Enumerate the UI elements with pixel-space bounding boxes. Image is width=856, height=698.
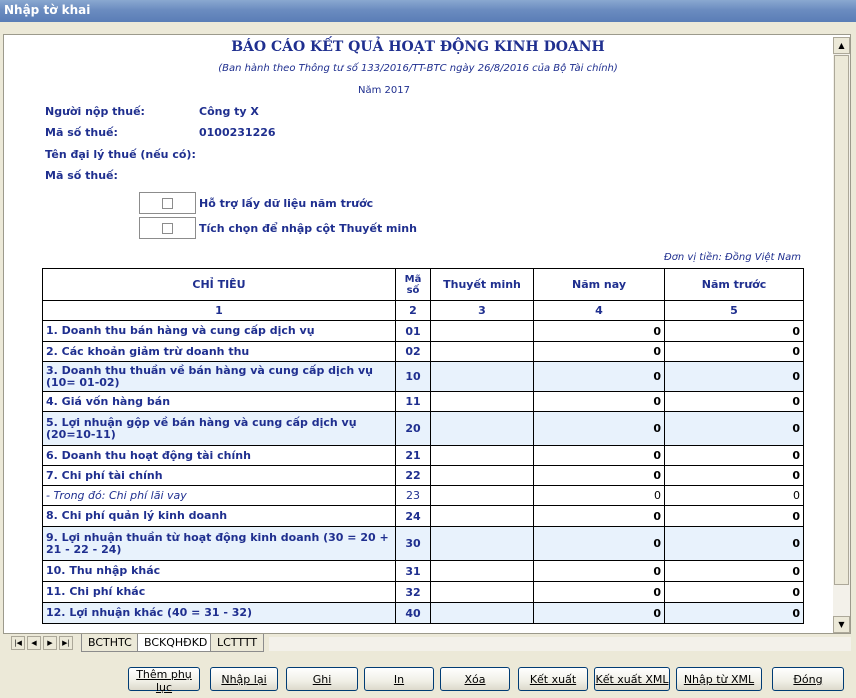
- report-table: [42, 268, 804, 624]
- header-indicator: CHỈ TIÊU: [43, 269, 396, 301]
- header-code-line2: số: [406, 284, 420, 296]
- table-row: [43, 321, 804, 342]
- column-number: 3: [431, 301, 534, 321]
- indicator-cell: 3. Doanh thu thuần về bán hàng và cung cấp dịch vụ (10= 01-02): [43, 362, 396, 392]
- notes-cell[interactable]: [431, 362, 534, 392]
- form-frame: [3, 34, 851, 634]
- this-year-cell[interactable]: 0: [534, 412, 665, 446]
- header-this-year: Năm nay: [534, 269, 665, 301]
- column-number: 4: [534, 301, 665, 321]
- column-number: 2: [396, 301, 431, 321]
- export-xml-button[interactable]: Kết xuất XML: [594, 667, 670, 691]
- header-code-line1: Mã: [404, 273, 422, 285]
- table-row: [43, 412, 804, 446]
- prev-sheet-icon[interactable]: ◀: [27, 636, 41, 650]
- code-cell: 24: [396, 506, 431, 527]
- scroll-thumb[interactable]: [834, 55, 849, 585]
- header-last-year: Năm trước: [665, 269, 804, 301]
- table-row: [43, 561, 804, 582]
- column-number: 1: [43, 301, 396, 321]
- header-row: [43, 269, 804, 301]
- notes-cell[interactable]: [431, 582, 534, 603]
- this-year-cell[interactable]: 0: [534, 362, 665, 392]
- header-code: [396, 269, 431, 301]
- notes-cell[interactable]: [431, 412, 534, 446]
- currency-unit: Đơn vị tiền: Đồng Việt Nam: [664, 252, 801, 263]
- this-year-cell[interactable]: 0: [534, 486, 665, 506]
- this-year-cell[interactable]: 0: [534, 466, 665, 486]
- last-year-cell[interactable]: 0: [665, 486, 804, 506]
- notes-cell[interactable]: [431, 603, 534, 624]
- this-year-cell[interactable]: 0: [534, 561, 665, 582]
- scroll-down-icon[interactable]: ▼: [833, 616, 850, 633]
- table-row: [43, 527, 804, 561]
- window-title-bar: [0, 0, 856, 22]
- indicator-cell: 10. Thu nhập khác: [43, 561, 396, 582]
- last-year-cell[interactable]: 0: [665, 582, 804, 603]
- column-number-row: [43, 301, 804, 321]
- indicator-cell: 6. Doanh thu hoạt động tài chính: [43, 446, 396, 466]
- checkbox-square[interactable]: [162, 223, 173, 234]
- notes-cell[interactable]: [431, 321, 534, 342]
- code-cell: 30: [396, 527, 431, 561]
- indicator-cell: 12. Lợi nhuận khác (40 = 31 - 32): [43, 603, 396, 624]
- notes-cell[interactable]: [431, 506, 534, 527]
- table-body: [43, 321, 804, 624]
- this-year-cell[interactable]: 0: [534, 342, 665, 362]
- export-button[interactable]: Kết xuất: [518, 667, 588, 691]
- notes-column-label: Tích chọn để nhập cột Thuyết minh: [199, 222, 417, 235]
- tax-agent-label: Tên đại lý thuế (nếu có):: [45, 148, 196, 161]
- vertical-scrollbar[interactable]: [833, 37, 850, 633]
- last-year-cell[interactable]: 0: [665, 527, 804, 561]
- table-row: [43, 446, 804, 466]
- delete-button[interactable]: Xóa: [440, 667, 510, 691]
- table-row: [43, 466, 804, 486]
- code-cell: 23: [396, 486, 431, 506]
- this-year-cell[interactable]: 0: [534, 603, 665, 624]
- report-title: BÁO CÁO KẾT QUẢ HOẠT ĐỘNG KINH DOANH: [231, 39, 605, 55]
- table-row: [43, 486, 804, 506]
- indicator-cell: 1. Doanh thu bán hàng và cung cấp dịch vụ: [43, 321, 396, 342]
- print-button[interactable]: In: [364, 667, 434, 691]
- this-year-cell[interactable]: 0: [534, 446, 665, 466]
- tab-bcthtc[interactable]: BCTHTC: [81, 634, 139, 652]
- prev-year-label: Hỗ trợ lấy dữ liệu năm trước: [199, 197, 374, 210]
- code-cell: 21: [396, 446, 431, 466]
- table-row: [43, 362, 804, 392]
- last-sheet-icon[interactable]: ▶|: [59, 636, 73, 650]
- table-row: [43, 506, 804, 527]
- last-year-cell[interactable]: 0: [665, 446, 804, 466]
- next-sheet-icon[interactable]: ▶: [43, 636, 57, 650]
- tab-bckqhdkd[interactable]: BCKQHĐKD: [137, 634, 214, 652]
- code-cell: 01: [396, 321, 431, 342]
- taxpayer-value: Công ty X: [199, 105, 259, 118]
- save-button[interactable]: Ghi: [286, 667, 358, 691]
- table-row: [43, 342, 804, 362]
- this-year-cell[interactable]: 0: [534, 321, 665, 342]
- sheet-tab-bar: [3, 634, 851, 654]
- last-year-cell[interactable]: 0: [665, 603, 804, 624]
- indicator-cell: 11. Chi phí khác: [43, 582, 396, 603]
- this-year-cell[interactable]: 0: [534, 527, 665, 561]
- indicator-cell: 8. Chi phí quản lý kinh doanh: [43, 506, 396, 527]
- last-year-cell[interactable]: 0: [665, 412, 804, 446]
- close-button[interactable]: Đóng: [772, 667, 844, 691]
- tax-agent-taxcode-label: Mã số thuế:: [45, 169, 118, 182]
- import-xml-button[interactable]: Nhập từ XML: [676, 667, 762, 691]
- last-year-cell[interactable]: 0: [665, 466, 804, 486]
- last-year-cell[interactable]: 0: [665, 362, 804, 392]
- column-number: 5: [665, 301, 804, 321]
- notes-column-checkbox[interactable]: [139, 217, 196, 239]
- first-sheet-icon[interactable]: |◀: [11, 636, 25, 650]
- indicator-cell: 4. Giá vốn hàng bán: [43, 392, 396, 412]
- code-cell: 32: [396, 582, 431, 603]
- code-cell: 40: [396, 603, 431, 624]
- window-title: Nhập tờ khai: [4, 3, 91, 17]
- indicator-cell: 2. Các khoản giảm trừ doanh thu: [43, 342, 396, 362]
- table-row: [43, 392, 804, 412]
- notes-cell[interactable]: [431, 527, 534, 561]
- tab-lctttt[interactable]: LCTTTT: [210, 634, 264, 652]
- this-year-cell[interactable]: 0: [534, 392, 665, 412]
- notes-cell[interactable]: [431, 446, 534, 466]
- report-year: Năm 2017: [358, 85, 410, 96]
- notes-cell[interactable]: [431, 392, 534, 412]
- notes-cell[interactable]: [431, 342, 534, 362]
- notes-cell[interactable]: [431, 561, 534, 582]
- last-year-cell[interactable]: 0: [665, 561, 804, 582]
- taxcode-value: 0100231226: [199, 126, 276, 139]
- indicator-cell: 9. Lợi nhuận thuần từ hoạt động kinh doanh (30 = 20 + 21 - 22 - 24): [43, 527, 396, 561]
- code-cell: 02: [396, 342, 431, 362]
- this-year-cell[interactable]: 0: [534, 582, 665, 603]
- checkbox-square[interactable]: [162, 198, 173, 209]
- taxpayer-label: Người nộp thuế:: [45, 105, 145, 118]
- last-year-cell[interactable]: 0: [665, 321, 804, 342]
- notes-cell[interactable]: [431, 466, 534, 486]
- code-cell: 20: [396, 412, 431, 446]
- table-row: [43, 582, 804, 603]
- taxcode-label: Mã số thuế:: [45, 126, 118, 139]
- action-button-bar: [0, 657, 856, 698]
- reset-button[interactable]: Nhập lại: [210, 667, 278, 691]
- code-cell: 11: [396, 392, 431, 412]
- form-content: [4, 35, 832, 633]
- header-notes: Thuyết minh: [431, 269, 534, 301]
- notes-cell[interactable]: [431, 486, 534, 506]
- code-cell: 22: [396, 466, 431, 486]
- this-year-cell[interactable]: 0: [534, 506, 665, 527]
- scroll-up-icon[interactable]: ▲: [833, 37, 850, 54]
- indicator-cell: 7. Chi phí tài chính: [43, 466, 396, 486]
- add-appendix-button[interactable]: Thêm phụ lục: [128, 667, 200, 691]
- last-year-cell[interactable]: 0: [665, 342, 804, 362]
- code-cell: 31: [396, 561, 431, 582]
- last-year-cell[interactable]: 0: [665, 392, 804, 412]
- table-row: [43, 603, 804, 624]
- report-subtitle: (Ban hành theo Thông tư số 133/2016/TT-BTC ngày 26/8/2016 của Bộ Tài chính): [218, 63, 618, 74]
- code-cell: 10: [396, 362, 431, 392]
- horizontal-scrollbar[interactable]: [269, 637, 851, 651]
- last-year-cell[interactable]: 0: [665, 506, 804, 527]
- prev-year-checkbox[interactable]: [139, 192, 196, 214]
- indicator-cell: - Trong đó: Chi phí lãi vay: [43, 486, 396, 506]
- indicator-cell: 5. Lợi nhuận gộp về bán hàng và cung cấp dịch vụ (20=10-11): [43, 412, 396, 446]
